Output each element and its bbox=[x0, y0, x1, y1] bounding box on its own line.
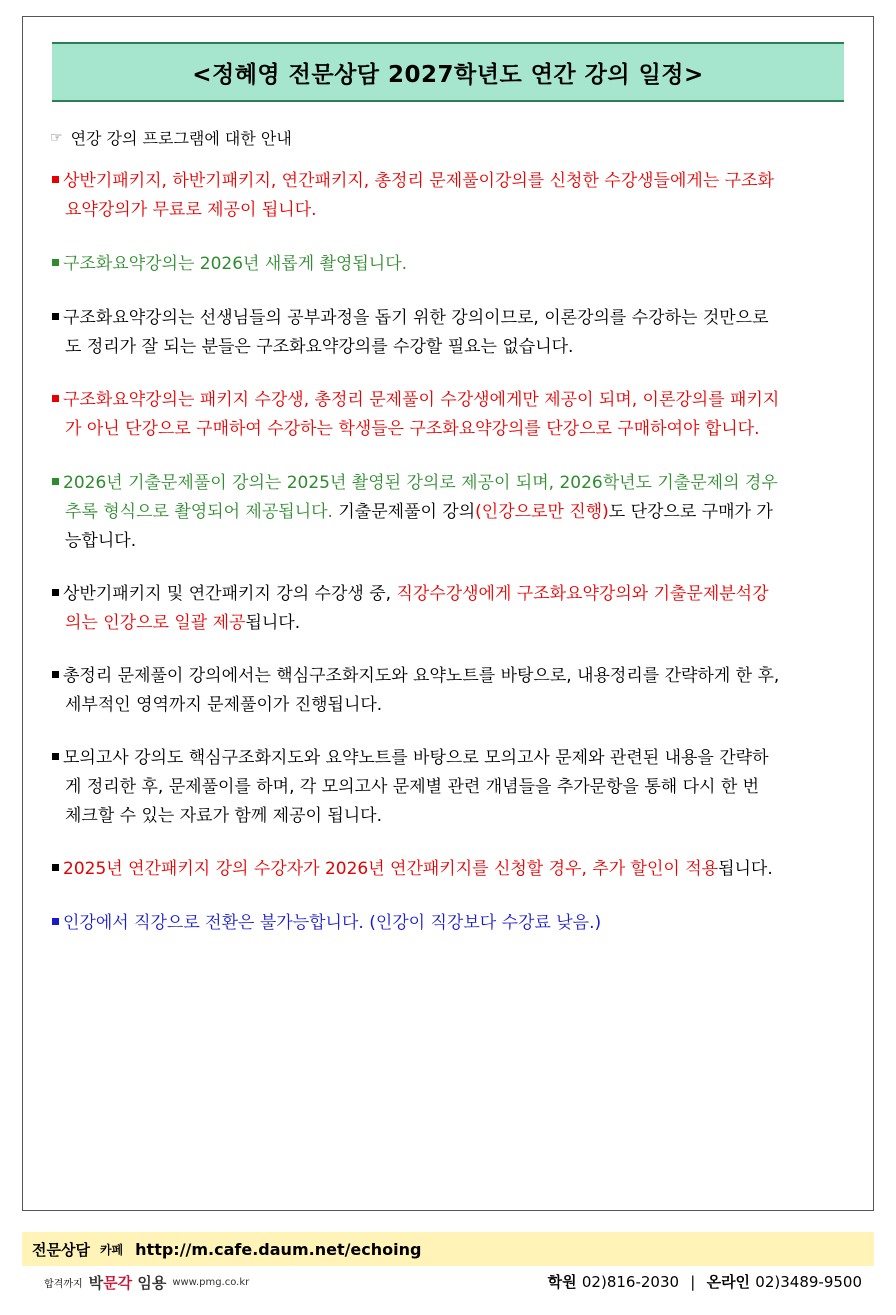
bullet-icon bbox=[52, 671, 59, 678]
title-banner bbox=[52, 42, 844, 102]
list-item: 2025년 연간패키지 강의 수강자가 2026년 연간패키지를 신청할 경우, 추가 할인이 적용됩니다. bbox=[52, 855, 850, 884]
list-item: 모의고사 강의도 핵심구조화지도와 요약노트를 바탕으로 모의고사 문제와 관련된 내용을 간략하 게 정리한 후, 문제풀이를 하며, 각 모의고사 문제별 관련 개념들을 추가문항을 통해 다시 한 번 체크할 수 있는 자료가 함께 제공이 됩니다. bbox=[52, 744, 850, 831]
footer-cafe-bar: 전문상담 카페 http://m.cafe.daum.net/echoing bbox=[22, 1232, 874, 1266]
publisher-logo: 합격까지 박문각 임용 www.pmg.co.kr bbox=[44, 1273, 250, 1292]
bullet-icon bbox=[52, 918, 59, 925]
contact-info: 학원 02)816-2030 | 온라인 02)3489-9500 bbox=[547, 1273, 862, 1291]
bullet-icon bbox=[52, 176, 59, 183]
intro-text: 연강 강의 프로그램에 대한 안내 bbox=[70, 129, 292, 148]
intro-line bbox=[50, 126, 292, 149]
list-item: 인강에서 직강으로 전환은 불가능합니다. (인강이 직강보다 수강료 낮음.) bbox=[52, 909, 850, 938]
bullet-icon bbox=[52, 313, 59, 320]
list-item: 구조화요약강의는 선생님들의 공부과정을 돕기 위한 강의이므로, 이론강의를 수강하는 것만으로 도 정리가 잘 되는 분들은 구조화요약강의를 수강할 필요는 없습니다. bbox=[52, 304, 850, 362]
list-item: 총정리 문제풀이 강의에서는 핵심구조화지도와 요약노트를 바탕으로, 내용정리를 간략하게 한 후, 세부적인 영역까지 문제풀이가 진행됩니다. bbox=[52, 662, 850, 720]
bullet-icon bbox=[52, 395, 59, 402]
bullet-icon bbox=[52, 259, 59, 266]
bullet-icon bbox=[52, 478, 59, 485]
bullet-icon bbox=[52, 864, 59, 871]
list-item: 2026년 기출문제풀이 강의는 2025년 촬영된 강의로 제공이 되며, 2026학년도 기출문제의 경우 추록 형식으로 촬영되어 제공됩니다. 기출문제풀이 강의(인강으로만 진행)도 단강으로 구매가 가 능합니다. bbox=[52, 469, 850, 556]
pointing-hand-icon: ☞ bbox=[50, 129, 63, 146]
page-title: <정혜영 전문상담 2027학년도 연간 강의 일정> bbox=[192, 61, 704, 88]
bullet-icon bbox=[52, 589, 59, 596]
list-item: 구조화요약강의는 2026년 새롭게 촬영됩니다. bbox=[52, 250, 850, 279]
bullet-icon bbox=[52, 753, 59, 760]
cafe-link[interactable]: http://m.cafe.daum.net/echoing bbox=[135, 1239, 422, 1259]
list-item: 구조화요약강의는 패키지 수강생, 총정리 문제풀이 수강생에게만 제공이 되며, 이론강의를 패키지 가 아닌 단강으로 구매하여 수강하는 학생들은 구조화요약강의를 단강으로 구매하여야 합니다. bbox=[52, 386, 850, 444]
list-item: 상반기패키지, 하반기패키지, 연간패키지, 총정리 문제풀이강의를 신청한 수강생들에게는 구조화 요약강의가 무료로 제공이 됩니다. bbox=[52, 167, 850, 225]
list-item: 상반기패키지 및 연간패키지 강의 수강생 중, 직강수강생에게 구조화요약강의와 기출문제분석강 의는 인강으로 일괄 제공됩니다. bbox=[52, 580, 850, 638]
